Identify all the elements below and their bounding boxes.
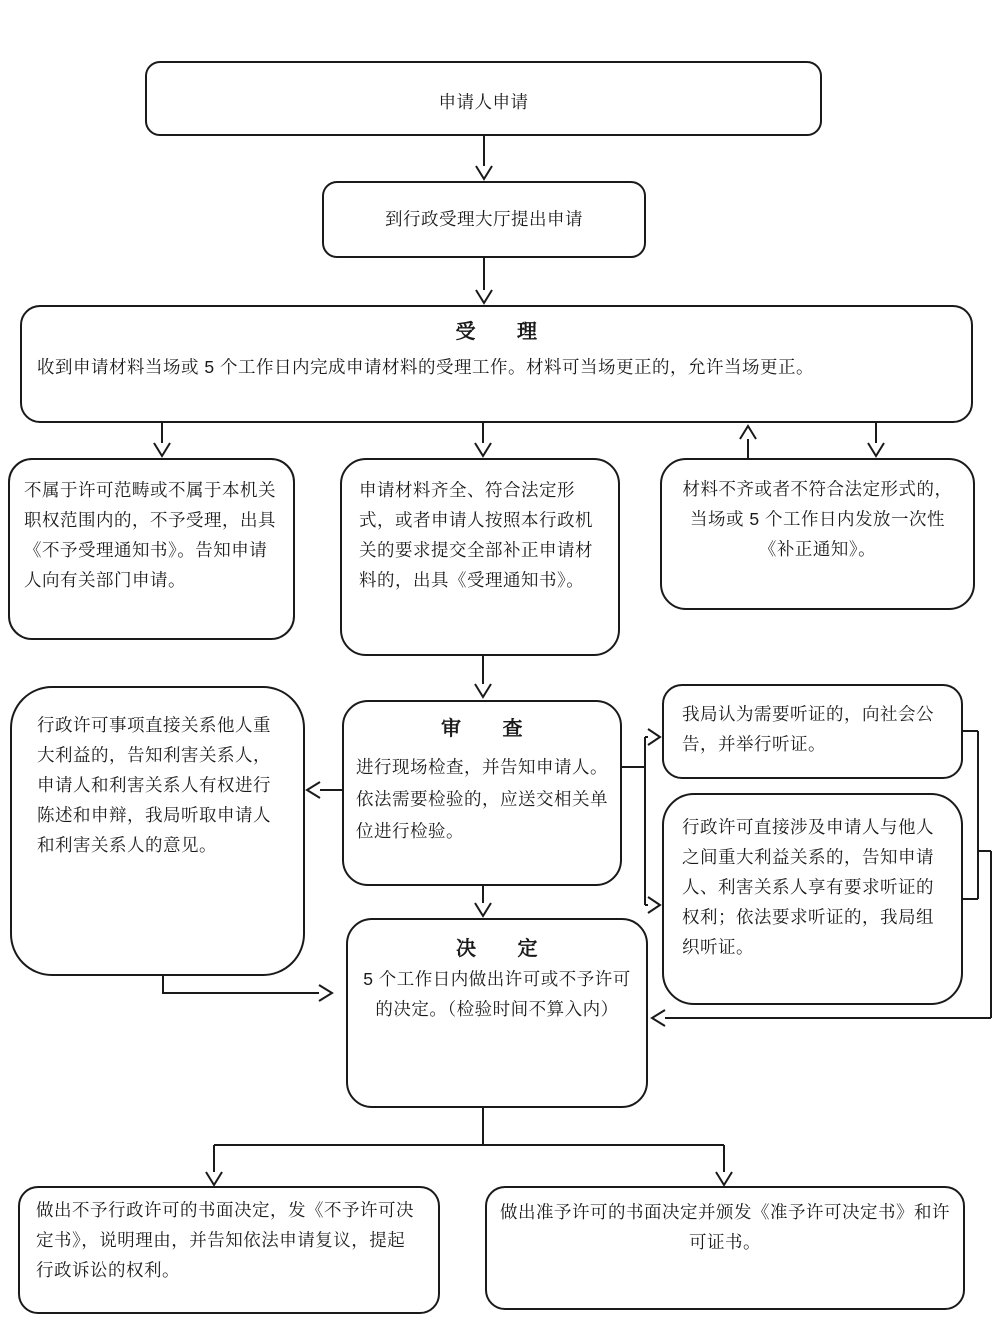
edge-hearing-decision-arrow [652, 1010, 991, 1026]
node-service-hall-text: 到行政受理大厅提出申请 [385, 209, 583, 229]
edge-accept-reject-arrow [154, 423, 170, 456]
node-stakeholder-notice [10, 686, 305, 976]
edge-apply-hall-arrow [476, 136, 492, 179]
edge-complete-review-arrow [475, 656, 491, 697]
node-hearing-request [662, 793, 963, 1005]
node-hearing-request-text: 行政许可直接涉及申请人与他人之间重大利益关系的，告知申请人、利害关系人享有要求听证的权利；依法要求听证的，我局组织听证。 [682, 817, 934, 957]
node-review-title: 审 查 [441, 718, 523, 740]
edge-decision-split [206, 1108, 732, 1185]
node-hearing-public-text: 我局认为需要听证的，向社会公告，并举行听证。 [682, 704, 934, 754]
node-decision [346, 918, 648, 1108]
node-materials-complete-text: 申请材料齐全、符合法定形式，或者申请人按照本行政机关的要求提交全部补正申请材料的，出具《受理通知书》。 [359, 480, 593, 590]
node-hearing-public [662, 684, 963, 779]
edge-accept-complete-arrow [475, 423, 491, 456]
node-review [342, 700, 622, 886]
node-deny-license-text: 做出不予行政许可的书面决定，发《不予许可决定书》，说明理由，并告知依法申请复议，提起行政诉讼的权利。 [36, 1200, 414, 1280]
node-stakeholder-notice-text: 行政许可事项直接关系他人重大利益的，告知利害关系人，申请人和利害关系人有权进行陈述和申辩，我局听取申请人和利害关系人的意见。 [37, 715, 271, 855]
edge-review-hearing-branch [622, 729, 660, 913]
edge-hearing-bracket [963, 731, 991, 1018]
node-applicant-apply [145, 61, 822, 136]
node-not-accepted [8, 458, 295, 640]
node-applicant-apply-text: 申请人申请 [438, 92, 529, 112]
node-decision-title: 决 定 [456, 938, 538, 960]
edge-stakeholder-decision-arrow [163, 975, 332, 1001]
node-review-body: 进行现场检查，并告知申请人。依法需要检验的，应送交相关单位进行检验。 [356, 757, 608, 841]
edge-incomplete-accept-arrow [740, 426, 756, 458]
node-acceptance-title: 受 理 [455, 321, 538, 343]
node-materials-incomplete [660, 458, 975, 610]
node-materials-complete [340, 458, 620, 656]
node-grant-license-text: 做出准予许可的书面决定并颁发《准予许可决定书》和许可证书。 [500, 1202, 950, 1252]
node-acceptance-body: 收到申请材料当场或 5 个工作日内完成申请材料的受理工作。材料可当场更正的，允许当场更正。 [37, 357, 814, 377]
node-service-hall [322, 181, 646, 258]
edge-review-decision-arrow [475, 886, 491, 916]
node-decision-body: 5 个工作日内做出许可或不予许可的决定。（检验时间不算入内） [363, 969, 631, 1019]
node-acceptance [20, 305, 973, 423]
edge-review-stakeholder-arrow [307, 782, 342, 798]
edge-hall-accept-arrow [476, 258, 492, 303]
node-grant-license [485, 1186, 965, 1310]
node-materials-incomplete-text: 材料不齐或者不符合法定形式的，当场或 5 个工作日内发放一次性《补正通知》。 [682, 479, 953, 559]
node-not-accepted-text: 不属于许可范畴或不属于本机关职权范围内的，不予受理，出具《不予受理通知书》。告知申请人向有关部门申请。 [24, 480, 276, 590]
edge-accept-incomplete-arrow [868, 423, 884, 456]
node-deny-license [18, 1186, 440, 1314]
